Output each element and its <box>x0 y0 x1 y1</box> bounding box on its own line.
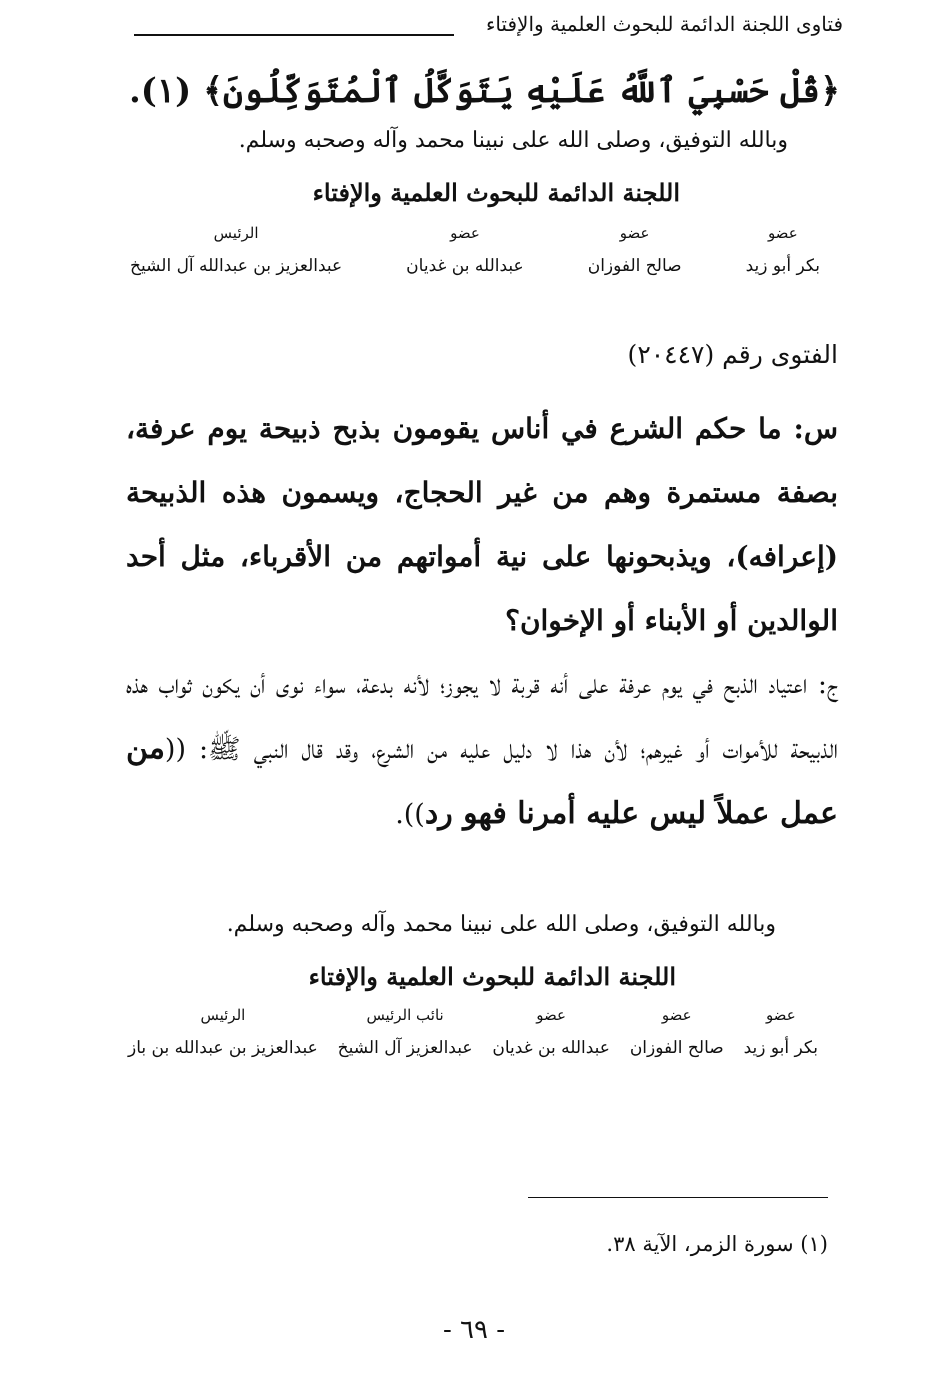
signatory <box>406 224 524 276</box>
quran-verse: ﴿قُلْ حَسْبِيَ ٱللَّهُ عَلَيْهِ يَتَوَكَّلُ ٱلْمُتَوَكِّلُونَ﴾ (١). <box>128 71 840 111</box>
signatory-name: بكر أبو زيد <box>743 1038 818 1058</box>
committee-name-2: اللجنة الدائمة للبحوث العلمية والإفتاء <box>308 962 676 991</box>
signatory-role: عضو <box>661 1006 692 1024</box>
signatory-role: الرئيس <box>200 1006 246 1024</box>
signatory-name: عبدالعزيز بن عبدالله بن باز <box>128 1038 318 1058</box>
answer-end: )). <box>395 799 425 830</box>
answer-text <box>126 653 838 847</box>
signatory-role: عضو <box>536 1006 567 1024</box>
signatory <box>744 1006 818 1058</box>
signatory <box>338 1006 473 1058</box>
signatory <box>492 1006 610 1058</box>
signatory-role: عضو <box>619 224 650 242</box>
signatory <box>130 224 342 276</box>
footnote-rule <box>528 1197 828 1198</box>
signatory-name: عبدالله بن غديان <box>492 1038 610 1058</box>
signatory-role: الرئيس <box>213 224 259 242</box>
signatory-role: عضو <box>767 224 798 242</box>
answer-body: ج: اعتياد الذبح في يوم عرفة على أنه قربة لا يجوز؛ لأنه بدعة، سواء نوى أن يكون ثواب هذه الذبيحة للأموات أو غيرهم؛ لأن هذا لا دليل عليه من الشرع، وقد قال النبي ﷺ: (( <box>126 669 838 765</box>
page-number: - ٦٩ - <box>442 1315 506 1345</box>
question-text: س: ما حكم الشرع في أناس يقومون بذبح ذبيحة يوم عرفة، بصفة مستمرة وهم من غير الحجاج، ويسمون هذه الذبيحة (إعرافه)، ويذبحونها على نية أمواتهم من الأقرباء، مثل أحد الوالدين أو الأبناء أو الإخوان؟ <box>126 412 838 637</box>
signatory <box>128 1006 318 1058</box>
signatory <box>630 1006 724 1058</box>
signatory <box>746 224 820 276</box>
signatory-name: عبدالعزيز بن عبدالله آل الشيخ <box>130 256 343 276</box>
closing-formula-1: وبالله التوفيق، وصلى الله على نبينا محمد وآله وصحبه وسلم. <box>238 128 788 153</box>
closing-formula-2: وبالله التوفيق، وصلى الله على نبينا محمد وآله وصحبه وسلم. <box>226 912 776 937</box>
signatory-name: بكر أبو زيد <box>745 256 820 276</box>
signatory-role: نائب الرئيس <box>366 1006 444 1024</box>
signatory-name: عبدالعزيز آل الشيخ <box>337 1038 473 1058</box>
fatwa-number: الفتوى رقم (٢٠٤٤٧) <box>627 340 838 369</box>
signatory-name: عبدالله بن غديان <box>406 256 524 276</box>
signatory <box>588 224 682 276</box>
signatory-role: عضو <box>450 224 480 242</box>
header-rule <box>134 34 454 36</box>
committee-name-1: اللجنة الدائمة للبحوث العلمية والإفتاء <box>312 178 680 207</box>
signatory-role: عضو <box>765 1006 796 1024</box>
signatory-name: صالح الفوزان <box>629 1038 724 1058</box>
hadith-quote: من عمل عملاً ليس عليه أمرنا فهو رد <box>126 731 838 831</box>
signatories-1 <box>130 224 820 276</box>
signatories-2 <box>128 1006 818 1058</box>
signatory-name: صالح الفوزان <box>587 256 682 276</box>
running-header: فتاوى اللجنة الدائمة للبحوث العلمية والإفتاء <box>485 12 843 36</box>
footnote: (١) سورة الزمر، الآية ٣٨. <box>606 1232 828 1256</box>
